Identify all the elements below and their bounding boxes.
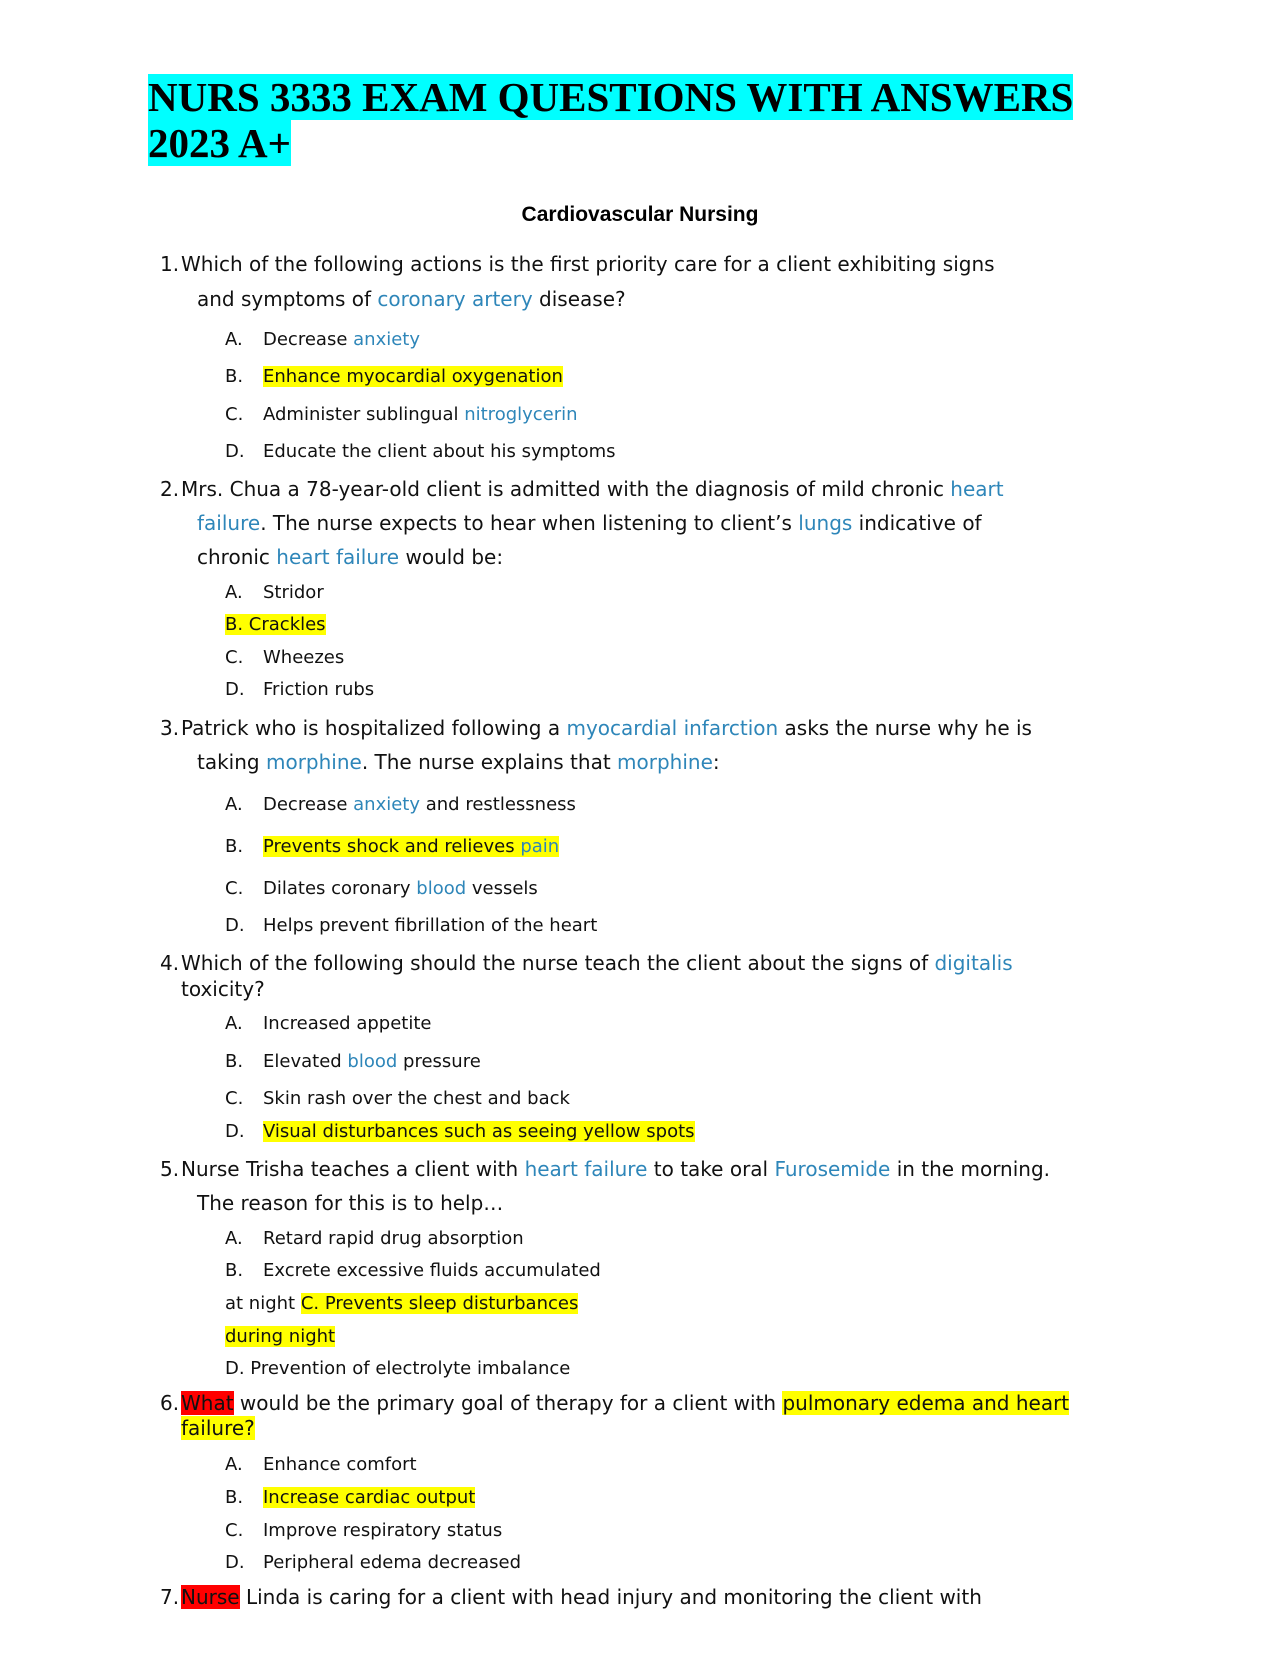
question-5-line-2: The reason for this is to help… <box>197 1191 504 1215</box>
question-2-line-1: Mrs. Chua a 78-year-old client is admitted with the diagnosis of mild chronic heart <box>181 477 1004 501</box>
question-2-line-2: failure. The nurse expects to hear when listening to client’s lungs indicative of <box>197 511 982 535</box>
q3-option-a: A. Decrease anxiety and restlessness <box>225 794 576 815</box>
q5-option-a: A. Retard rapid drug absorption <box>225 1228 524 1249</box>
document-title-line-2 <box>148 120 291 166</box>
q5-option-c-continued <box>225 1326 335 1347</box>
document-title <box>148 74 1073 120</box>
question-3-number: 3. <box>160 716 180 740</box>
question-6-line-1: What would be the primary goal of therapy for a client with pulmonary edema and heart <box>181 1391 1070 1415</box>
answer-highlight: during night <box>225 1326 336 1347</box>
title-line-2: 2023 A+ <box>148 120 291 166</box>
q3-option-d: D. Helps prevent fibrillation of the heart <box>225 915 598 936</box>
q3-option-c: C. Dilates coronary blood vessels <box>225 878 538 899</box>
q1-option-b: B. Enhance myocardial oxygenation <box>225 366 563 387</box>
q2-option-b <box>225 614 326 635</box>
title-line-1: NURS 3333 EXAM QUESTIONS WITH ANSWERS <box>148 74 1074 120</box>
answer-highlight: Increase cardiac output <box>263 1487 476 1508</box>
question-4-number: 4. <box>160 951 180 975</box>
q1-option-c: C. Administer sublingual nitroglycerin <box>225 404 578 425</box>
answer-highlight: Prevents shock and relieves pain <box>263 836 560 857</box>
question-4-line-2: toxicity? <box>181 977 265 1001</box>
answer-highlight: Visual disturbances such as seeing yellow spots <box>263 1121 695 1142</box>
q4-option-b: B. Elevated blood pressure <box>225 1051 481 1072</box>
q4-option-c: C. Skin rash over the chest and back <box>225 1088 570 1109</box>
q6-option-b: B. Increase cardiac output <box>225 1487 476 1508</box>
question-6-line-2: failure? <box>181 1416 255 1440</box>
question-2-number: 2. <box>160 477 180 501</box>
answer-highlight: B. Crackles <box>225 614 326 635</box>
section-subtitle: Cardiovascular Nursing <box>521 203 759 226</box>
q3-option-b: B. Prevents shock and relieves pain <box>225 836 560 857</box>
question-6-number: 6. <box>160 1391 180 1415</box>
question-5-line-1: Nurse Trisha teaches a client with heart failure to take oral Furosemide in the morning. <box>181 1157 1051 1181</box>
question-5-number: 5. <box>160 1157 180 1181</box>
q5-option-d: D. Prevention of electrolyte imbalance <box>225 1358 571 1379</box>
red-highlight: What <box>181 1391 234 1415</box>
q2-option-d: D. Friction rubs <box>225 679 375 700</box>
question-4-line-1: Which of the following should the nurse teach the client about the signs of digitalis <box>181 951 1013 975</box>
q4-option-d: D. Visual disturbances such as seeing yellow spots <box>225 1121 695 1142</box>
q6-option-a: A. Enhance comfort <box>225 1454 417 1475</box>
q2-option-a: A. Stridor <box>225 582 324 603</box>
q5-option-b-continued: at night C. Prevents sleep disturbances <box>225 1293 579 1314</box>
question-3-line-1: Patrick who is hospitalized following a myocardial infarction asks the nurse why he is <box>181 716 1032 740</box>
question-7-number: 7. <box>160 1585 180 1609</box>
q5-option-b: B. Excrete excessive fluids accumulated <box>225 1260 601 1281</box>
answer-highlight: C. Prevents sleep disturbances <box>300 1293 579 1314</box>
question-7-line-1: Nurse Linda is caring for a client with head injury and monitoring the client with <box>181 1585 982 1609</box>
question-1-number: 1. <box>160 252 180 276</box>
q6-option-c: C. Improve respiratory status <box>225 1520 503 1541</box>
q1-option-a: A. Decrease anxiety <box>225 329 421 350</box>
red-highlight: Nurse <box>181 1585 240 1609</box>
q2-option-c: C. Wheezes <box>225 647 345 668</box>
question-1-line-2: and symptoms of coronary artery disease? <box>197 287 626 311</box>
question-3-line-2: taking morphine. The nurse explains that morphine: <box>197 750 720 774</box>
answer-highlight: Enhance myocardial oxygenation <box>263 366 563 387</box>
question-2-line-3: chronic heart failure would be: <box>197 545 504 569</box>
q6-option-d: D. Peripheral edema decreased <box>225 1552 521 1573</box>
keyword-link: coronary artery <box>377 287 533 311</box>
q1-option-d: D. Educate the client about his symptoms <box>225 441 616 462</box>
q4-option-a: A. Increased appetite <box>225 1013 432 1034</box>
question-1-line-1: Which of the following actions is the first priority care for a client exhibiting signs <box>181 252 995 276</box>
